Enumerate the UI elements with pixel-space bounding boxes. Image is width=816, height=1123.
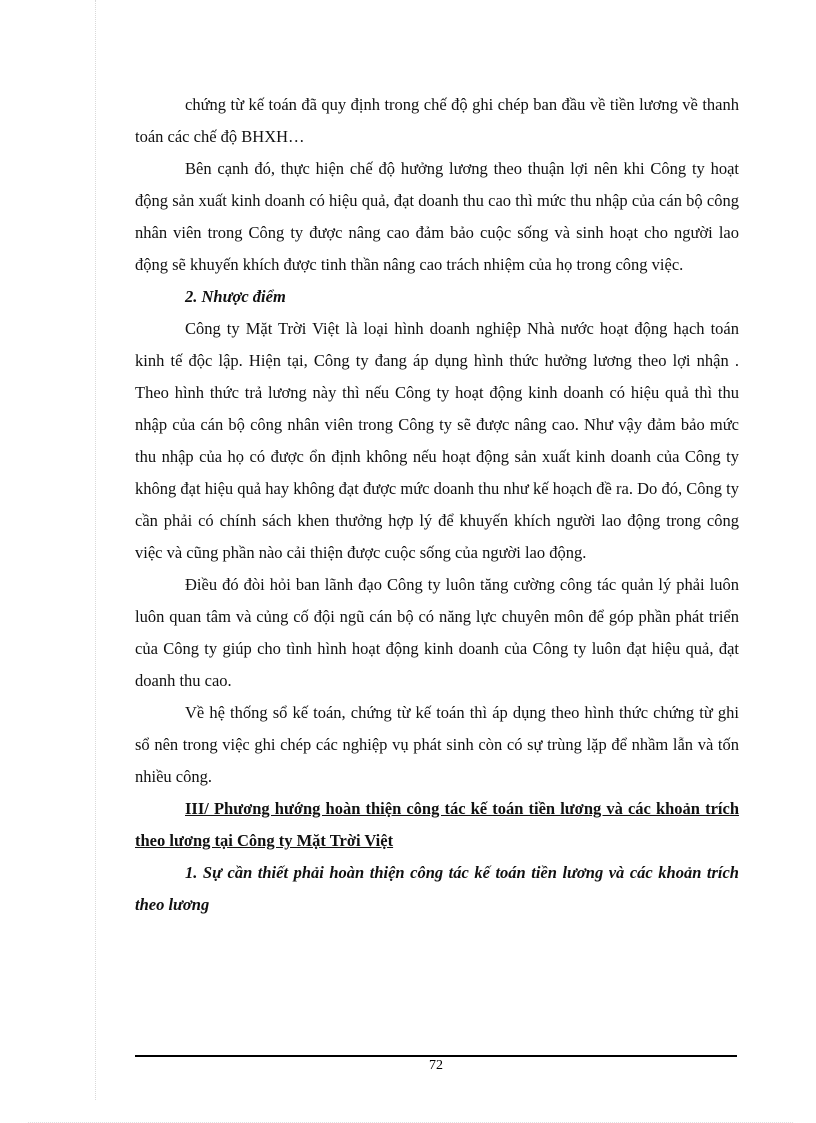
page-margin-guide-left <box>95 0 96 1100</box>
paragraph-accounting-books: Về hệ thống sổ kế toán, chứng từ kế toán thì áp dụng theo hình thức chứng từ ghi sổ nên trong việc ghi chép các nghiệp vụ phát sinh còn có sự trùng lặp để nhầm lẫn và tốn nhiều công. <box>135 703 739 786</box>
paragraph-continued: chứng từ kế toán đã quy định trong chế độ ghi chép ban đầu về tiền lương về thanh toán các chế độ BHXH… <box>135 95 739 146</box>
paragraph-management: Điều đó đòi hỏi ban lãnh đạo Công ty luôn tăng cường công tác quản lý phải luôn luôn quan tâm và củng cố đội ngũ cán bộ có năng lực chuyên môn để góp phần phát triển của Công ty giúp cho tình hình hoạt động kinh doanh của Công ty luôn đạt hiệu quả, đạt doanh thu cao. <box>135 575 739 690</box>
paragraph-disadvantages: Công ty Mặt Trời Việt là loại hình doanh nghiệp Nhà nước hoạt động hạch toán kinh tế độc lập. Hiện tại, Công ty đang áp dụng hình thức hưởng lương theo lợi nhận . Theo hình thức trả lương này thì nếu Công ty hoạt động kinh doanh có hiệu quả thì thu nhập của cán bộ công nhân viên trong Công ty sẽ được nâng cao. Như vậy đảm bảo mức thu nhập của họ có được ổn định không nếu hoạt động sản xuất kinh doanh của Công ty không đạt hiệu quả hay không đạt được mức doanh thu như kế hoạch đề ra. Do đó, Công ty cần phải có chính sách khen thưởng hợp lý để khuyến khích người lao động trong công việc và cũng phần nào cải thiện được cuộc sống của người lao động. <box>135 319 739 562</box>
page-number: 72 <box>429 1058 443 1073</box>
paragraph-advantages: Bên cạnh đó, thực hiện chế độ hưởng lương theo thuận lợi nên khi Công ty hoạt động sản xuất kinh doanh có hiệu quả, đạt doanh thu cao thì mức thu nhập của cán bộ công nhân viên trong Công ty được nâng cao đảm bảo cuộc sống và sinh hoạt cho người lao động sẽ khuyến khích được tinh thần nâng cao trách nhiệm của họ trong công việc. <box>135 159 739 274</box>
page-body <box>135 89 739 921</box>
heading-disadvantages: 2. Nhược điểm <box>185 287 286 306</box>
subheading-necessity: 1. Sự cần thiết phải hoàn thiện công tác kế toán tiền lương và các khoản trích theo lương <box>135 863 739 914</box>
section-heading-iii: III/ Phương hướng hoàn thiện công tác kế toán tiền lương và các khoản trích theo lương tại Công ty Mặt Trời Việt <box>135 799 739 850</box>
